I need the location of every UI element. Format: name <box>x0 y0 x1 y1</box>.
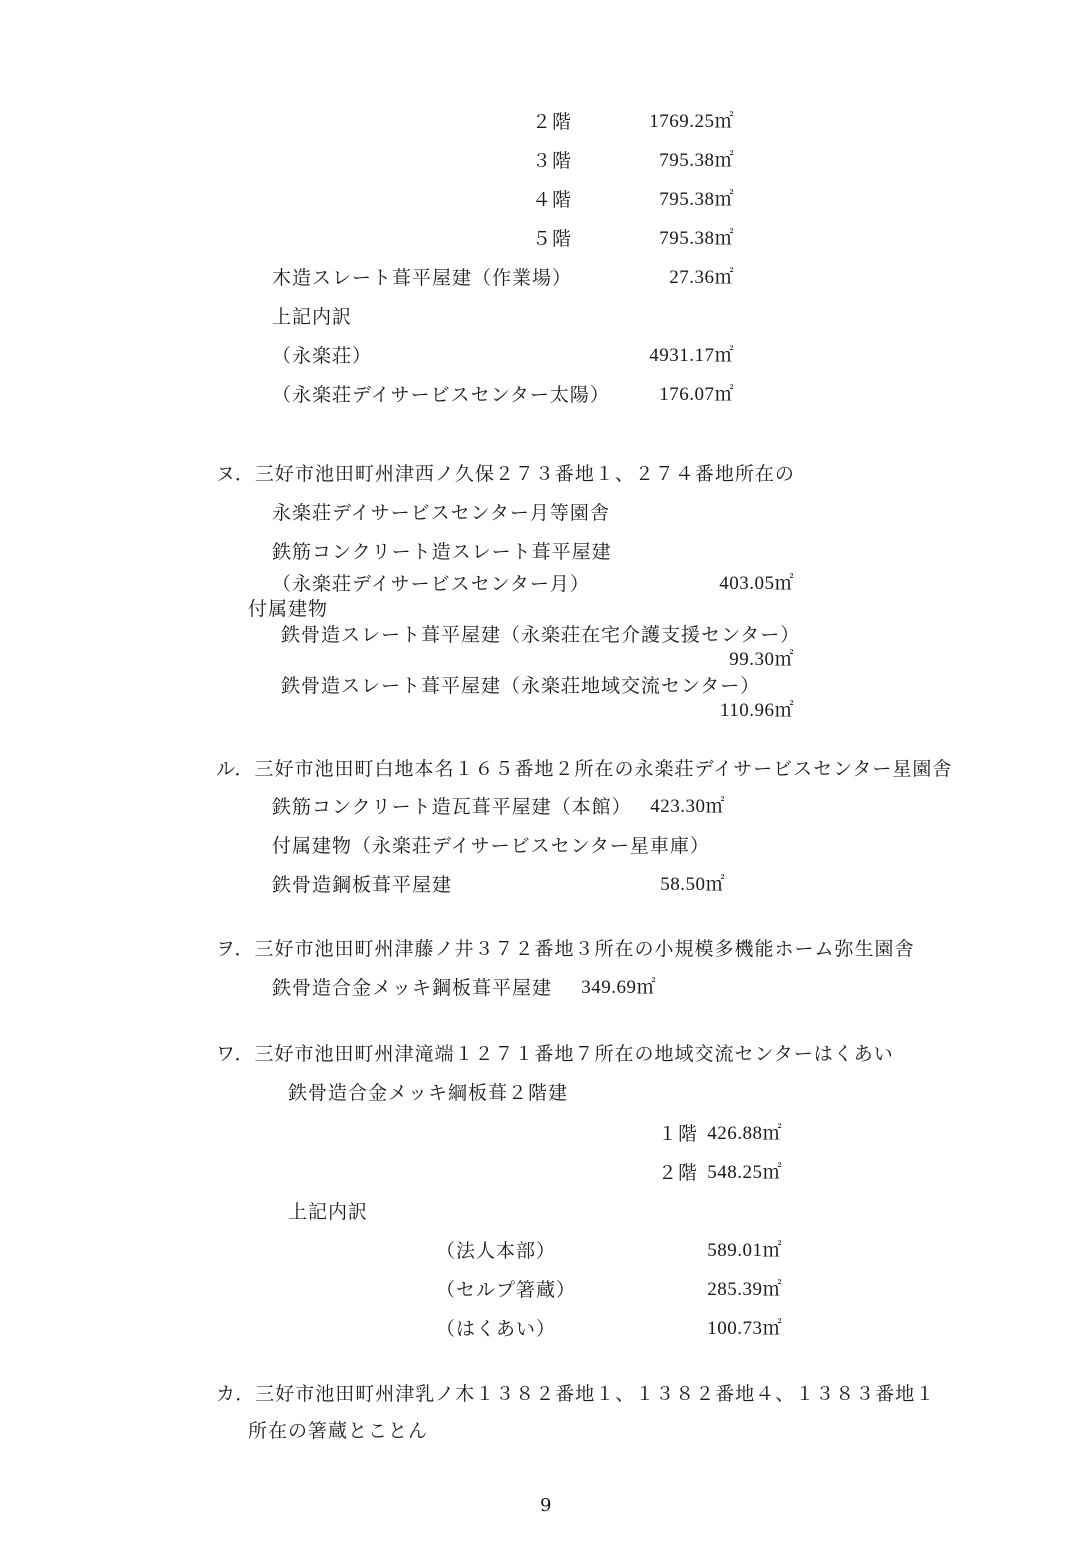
floor-label: ４階 <box>532 189 573 211</box>
section-nu-title: ヌ．三好市池田町州津西ノ久保２７３番地１、２７４番地所在の <box>216 463 795 485</box>
section-wo-title: ヲ．三好市池田町州津藤ノ井３７２番地３所在の小規模多機能ホーム弥生園舎 <box>216 938 915 960</box>
floor-area: 1769.25㎡ <box>649 111 734 132</box>
page-number: 9 <box>540 1495 553 1516</box>
section-wa-breakdown-item: （法人本部） <box>436 1240 557 1262</box>
section-ru-line: 付属建物（永楽荘デイサービスセンター星車庫） <box>272 835 710 857</box>
section-nu-area: 403.05㎡ <box>719 573 794 594</box>
section-wo-line: 鉄骨造合金メッキ鋼板葺平屋建 <box>272 977 553 999</box>
floor-label: ５階 <box>532 228 573 250</box>
workshop-area: 27.36㎡ <box>669 267 734 288</box>
section-nu-line: （永楽荘デイサービスセンター月） <box>272 573 590 595</box>
section-wa-line: 鉄骨造合金メッキ綱板葺２階建 <box>288 1082 569 1104</box>
section-wa-breakdown-area: 589.01㎡ <box>707 1240 782 1261</box>
section-wa-breakdown-item: （セルプ箸蔵） <box>436 1279 577 1301</box>
workshop-line: 木造スレート葺平屋建（作業場） <box>272 267 573 289</box>
floor-area: 795.38㎡ <box>659 189 734 210</box>
section-wa-breakdown-area: 100.73㎡ <box>707 1318 782 1339</box>
breakdown-item: （永楽荘デイサービスセンター太陽） <box>272 384 610 406</box>
section-wa-breakdown-item: （はくあい） <box>436 1318 557 1340</box>
section-nu-line: 永楽荘デイサービスセンター月等園舎 <box>272 502 610 524</box>
section-nu-line: 鉄筋コンクリート造スレート葺平屋建 <box>272 541 612 563</box>
floor-area: 795.38㎡ <box>659 228 734 249</box>
section-wa-title: ワ．三好市池田町州津滝端１２７１番地７所在の地域交流センターはくあい <box>216 1043 894 1065</box>
section-ka-title: カ．三好市池田町州津乳ノ木１３８２番地１、１３８２番地４、１３８３番地１ <box>216 1383 936 1405</box>
section-ka-line: 所在の箸蔵とことん <box>248 1420 429 1442</box>
section-wa-floor: １階 <box>658 1123 699 1145</box>
section-nu-annex-line: 鉄骨造スレート葺平屋建（永楽荘在宅介護支援センター） <box>281 624 801 646</box>
breakdown-heading: 上記内訳 <box>272 306 353 328</box>
floor-label: ３階 <box>532 150 573 172</box>
section-nu-annex-line: 鉄骨造スレート葺平屋建（永楽荘地域交流センター） <box>281 675 761 697</box>
section-ru-line: 鉄筋コンクリート造瓦葺平屋建（本館） <box>272 796 632 818</box>
section-ru-line: 鉄骨造鋼板葺平屋建 <box>272 874 453 896</box>
section-nu-annex-area: 99.30㎡ <box>729 649 794 670</box>
section-wa-floor-area: 426.88㎡ <box>707 1123 782 1144</box>
breakdown-item: （永楽荘） <box>272 345 373 367</box>
section-wa-floor-area: 548.25㎡ <box>707 1162 782 1183</box>
breakdown-area: 4931.17㎡ <box>649 345 734 366</box>
section-nu-annex: 付属建物 <box>248 598 329 620</box>
section-ru-area: 423.30㎡ <box>650 796 725 817</box>
floor-label: ２階 <box>532 111 573 133</box>
breakdown-area: 176.07㎡ <box>659 384 734 405</box>
section-nu-annex-area: 110.96㎡ <box>719 700 794 721</box>
section-wa-breakdown-area: 285.39㎡ <box>707 1279 782 1300</box>
section-wo-area: 349.69㎡ <box>581 977 656 998</box>
floor-area: 795.38㎡ <box>659 150 734 171</box>
section-wa-breakdown-heading: 上記内訳 <box>288 1201 369 1223</box>
section-ru-title: ル．三好市池田町白地本名１６５番地２所在の永楽荘デイサービスセンター星園舎 <box>216 758 953 780</box>
section-ru-area: 58.50㎡ <box>660 874 725 895</box>
section-wa-floor: ２階 <box>658 1162 699 1184</box>
